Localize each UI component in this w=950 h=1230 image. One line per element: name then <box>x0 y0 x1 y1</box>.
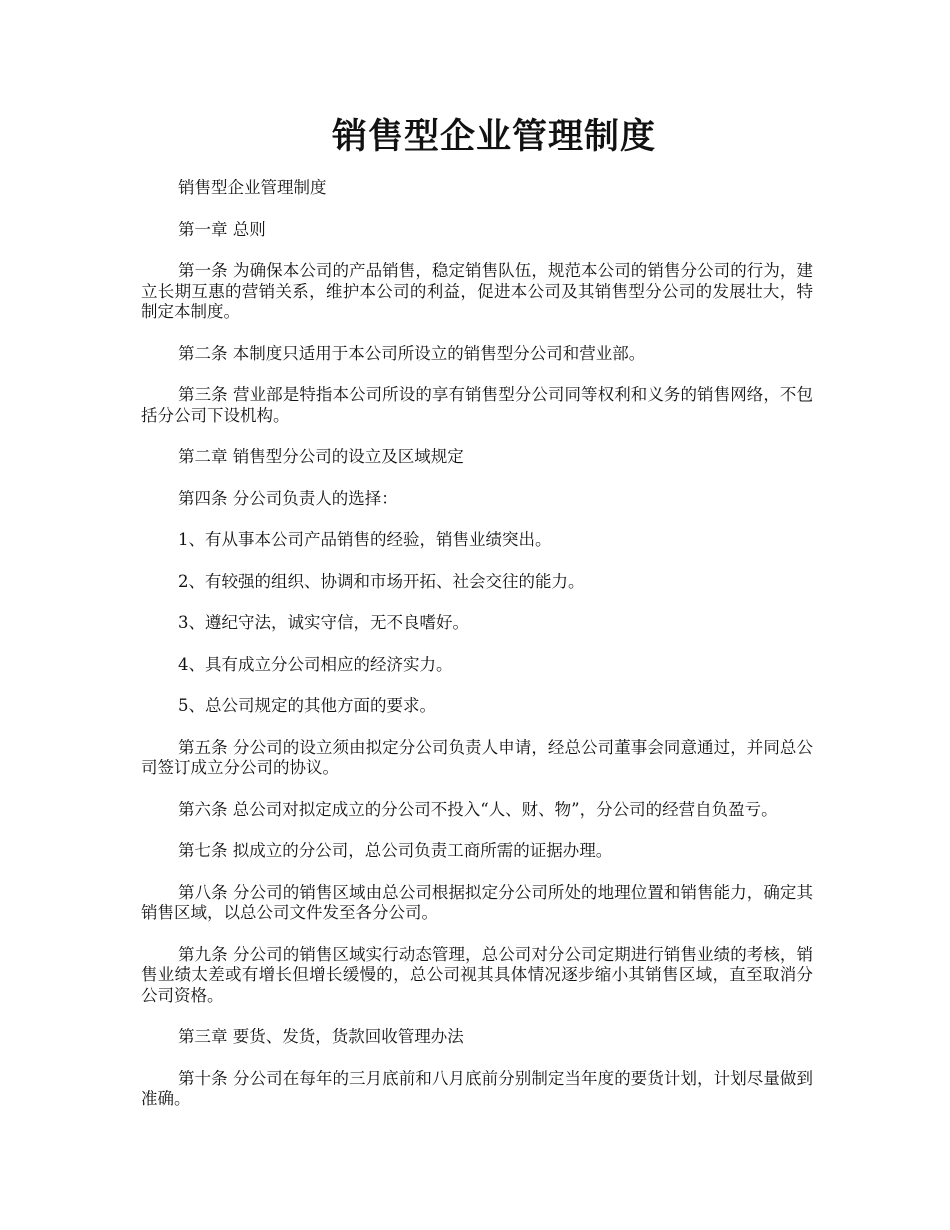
chapter-2-heading: 第二章 销售型分公司的设立及区域规定 <box>178 447 464 466</box>
article-6: 第六条 总公司对拟定成立的分公司不投入“人、财、物”，分公司的经营自负盈亏。 <box>178 799 778 819</box>
list-item-1: 1、有从事本公司产品销售的经验，销售业绩突出。 <box>178 530 552 549</box>
document-body <box>141 178 813 1131</box>
article-7: 第七条 拟成立的分公司，总公司负责工商所需的证据办理。 <box>178 841 613 860</box>
list-item-4: 4、具有成立分公司相应的经济实力。 <box>178 654 453 674</box>
article-1: 第一条 为确保本公司的产品销售，稳定销售队伍，规范本公司的销售分公司的行为，建立长期互惠的营销关系，维护本公司的利益，促进本公司及其销售型分公司的发展壮大，特制定本制度。 <box>141 261 813 321</box>
article-10: 第十条 分公司在每年的三月底前和八月底前分别制定当年度的要货计划，计划尽量做到准确。 <box>141 1068 813 1108</box>
article-2: 第二条 本制度只适用于本公司所设立的销售型分公司和营业部。 <box>178 343 646 363</box>
list-item-5: 5、总公司规定的其他方面的要求。 <box>178 696 436 715</box>
article-9: 第九条 分公司的销售区域实行动态管理，总公司对分公司定期进行销售业绩的考核，销售业绩太差或有增长但增长缓慢的，总公司视其具体情况逐步缩小其销售区域，直至取消分公司资格。 <box>141 944 813 1005</box>
article-5: 第五条 分公司的设立须由拟定分公司负责人申请，经总公司董事会同意通过，并同总公司签订成立分公司的协议。 <box>141 737 813 777</box>
list-item-2: 2、有较强的组织、协调和市场开拓、社会交往的能力。 <box>178 571 585 591</box>
article-3: 第三条 营业部是特指本公司所设的享有销售型分公司同等权利和义务的销售网络，不包括分公司下设机构。 <box>141 385 813 425</box>
paragraph-subtitle: 销售型企业管理制度 <box>178 178 327 197</box>
document-title: 销售型企业管理制度 <box>331 116 656 157</box>
chapter-1-heading: 第一章 总则 <box>178 219 266 239</box>
article-8: 第八条 分公司的销售区域由总公司根据拟定分公司所处的地理位置和销售能力，确定其销售区域，以总公司文件发至各分公司。 <box>141 882 813 922</box>
article-4: 第四条 分公司负责人的选择： <box>178 488 398 508</box>
chapter-3-heading: 第三章 要货、发货，货款回收管理办法 <box>178 1027 464 1046</box>
list-item-3: 3、遵纪守法，诚实守信，无不良嗜好。 <box>178 613 469 632</box>
